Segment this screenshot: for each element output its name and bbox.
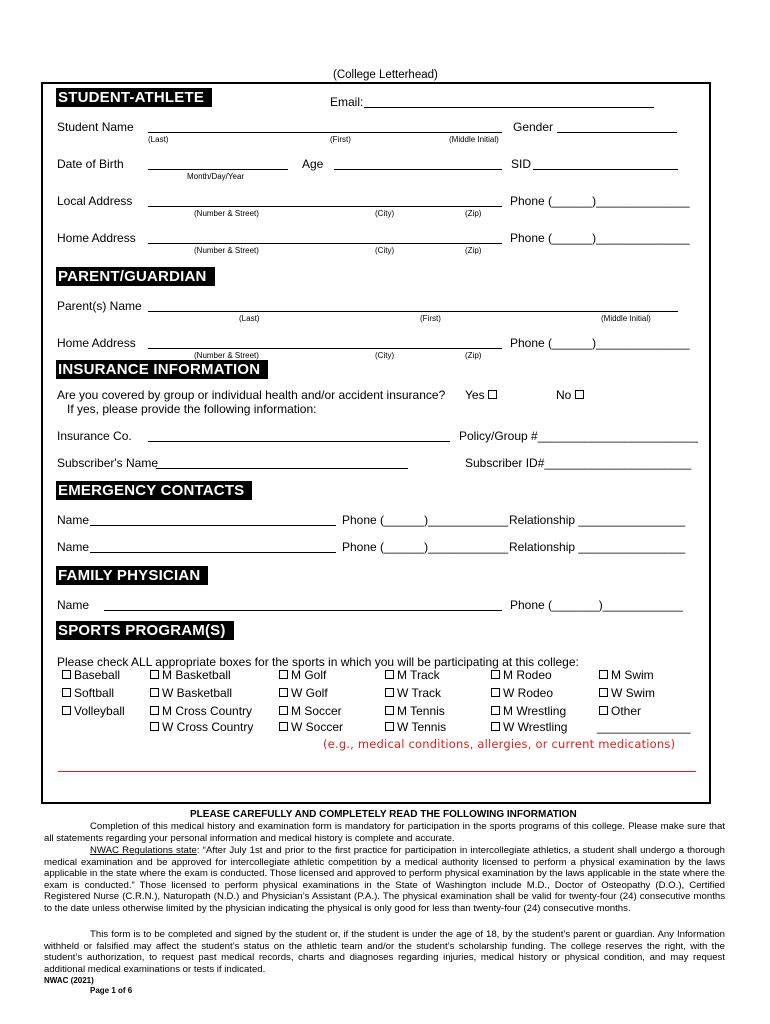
emergency-name-field-1[interactable] — [90, 525, 336, 526]
insurance-header: INSURANCE INFORMATION — [56, 360, 268, 379]
medical-examples-note: (e.g., medical conditions, allergies, or current medications) — [323, 737, 676, 751]
checkbox-icon[interactable] — [279, 706, 288, 715]
checkbox-icon[interactable] — [575, 390, 584, 399]
sid-label: SID — [511, 157, 532, 171]
checkbox-icon[interactable] — [491, 706, 500, 715]
sport-option[interactable] — [62, 704, 125, 718]
dob-field[interactable] — [148, 169, 288, 170]
sport-option[interactable] — [150, 686, 232, 700]
sport-label: Baseball — [74, 668, 121, 682]
regulations-text: : “After July 1st and prior to the first practice for participation in intercollegiate athletics, a student shall undergo a thorough medical examination and be approved for intercollegiate athletic competition by a medical authority licensed to perform a physical examination by the laws applicable in the state where the exam is conducted. Those licensed and approved to perform physical examination by the laws applicable in the state where the exam is conducted.” Those licensed to perform physical examinations in the State of Washington include M.D., Doctor of Osteopathy (D.O.), Certified Registered Nurse (C.R.N.), Naturopath (N.D.) and Physician’s Assistant (P.A.). The physical examination shall be valid for twenty-four (24) consecutive months to the date unless otherwise limited by the physician indicating the physical is only good for less than twenty-four (24) consecutive months. — [44, 845, 725, 914]
emergency-contacts-header: EMERGENCY CONTACTS — [56, 481, 252, 500]
emergency-relationship-field-2[interactable]: Relationship ________________ — [509, 540, 686, 554]
sport-label: W Swim — [611, 686, 655, 700]
checkbox-icon[interactable] — [62, 706, 71, 715]
sport-option[interactable] — [150, 704, 252, 718]
insurance-company-field[interactable] — [148, 441, 450, 442]
emergency-name-label: Name — [57, 540, 90, 554]
checkbox-icon[interactable] — [150, 706, 159, 715]
checkbox-icon[interactable] — [150, 722, 159, 731]
gender-field[interactable] — [557, 132, 677, 133]
policy-group-field[interactable]: Policy/Group #________________________ — [459, 429, 698, 443]
sport-option[interactable] — [279, 704, 342, 718]
checkbox-icon[interactable] — [385, 706, 394, 715]
checkbox-icon[interactable] — [150, 670, 159, 679]
insurance-no[interactable] — [556, 388, 587, 402]
regulations-label: NWAC Regulations state — [90, 845, 197, 856]
checkbox-icon[interactable] — [491, 722, 500, 731]
sport-label: M Track — [397, 668, 440, 682]
checkbox-icon[interactable] — [488, 390, 497, 399]
parent-home-address-field[interactable] — [148, 348, 502, 349]
sport-label: Softball — [74, 686, 115, 700]
emergency-phone-field-2[interactable]: Phone (______)____________ — [342, 540, 509, 554]
checkbox-icon[interactable] — [491, 670, 500, 679]
sport-label: W Soccer — [291, 720, 344, 734]
information-heading: PLEASE CAREFULLY AND COMPLETELY READ THE FOLLOWING INFORMATION — [190, 809, 577, 820]
sport-option[interactable] — [491, 668, 552, 682]
physician-name-field[interactable] — [104, 610, 502, 611]
sports-programs-header: SPORTS PROGRAM(S) — [56, 621, 234, 640]
sport-label: M Basketball — [162, 668, 231, 682]
local-phone-field[interactable]: Phone (______)______________ — [510, 194, 690, 208]
insurance-company-label: Insurance Co. — [57, 429, 132, 443]
local-zip-hint: (Zip) — [465, 209, 482, 218]
subscriber-name-label: Subscriber's Name — [57, 456, 158, 470]
subscriber-id-field[interactable]: Subscriber ID#______________________ — [465, 456, 692, 470]
information-paragraph-3: This form is to be completed and signed by the student or, if the student is under the age of 18, by the student’s parent or guardian. Any Information withheld or falsified may affect the student’s status on the athletic team and/or the student’s scholarship funding. The college reserves the right, with the student’s authorization, to request past medical records, charts and diagnoses regarding injuries, medical history or physical condition, and may request additional medical examinations or tests if indicated. — [44, 929, 725, 975]
local-city-hint: (City) — [375, 209, 395, 218]
information-paragraph-1: Completion of this medical history and examination form is mandatory for participation in the sports programs of this college. Please make sure that all statements regarding your personal information and medical history is complete and accurate. — [44, 821, 725, 844]
checkbox-icon[interactable] — [385, 688, 394, 697]
sport-option[interactable] — [491, 720, 567, 734]
student-athlete-header: STUDENT-ATHLETE — [56, 88, 212, 107]
gender-label: Gender — [513, 120, 554, 134]
letterhead: (College Letterhead) — [333, 69, 438, 81]
sport-label: Volleyball — [74, 704, 125, 718]
parent-home-address-label: Home Address — [57, 336, 136, 350]
checkbox-icon[interactable] — [62, 688, 71, 697]
sport-label: W Track — [397, 686, 441, 700]
home-phone-field[interactable]: Phone (______)______________ — [510, 231, 690, 245]
sport-label: W Cross Country — [162, 720, 254, 734]
emergency-name-label: Name — [57, 513, 90, 527]
checkbox-icon[interactable] — [491, 688, 500, 697]
sport-label: W Rodeo — [503, 686, 554, 700]
sport-option[interactable] — [491, 686, 553, 700]
home-street-hint: (Number & Street) — [194, 246, 259, 255]
footer-org: NWAC (2021) — [44, 976, 94, 985]
sport-option[interactable] — [279, 686, 328, 700]
parent-city-hint: (City) — [375, 351, 395, 360]
sport-label: M Soccer — [291, 704, 342, 718]
parent-guardian-header: PARENT/GUARDIAN — [56, 267, 215, 286]
sport-option[interactable] — [599, 686, 655, 700]
sport-option[interactable] — [279, 668, 326, 682]
home-city-hint: (City) — [375, 246, 395, 255]
local-street-hint: (Number & Street) — [194, 209, 259, 218]
local-address-label: Local Address — [57, 194, 133, 208]
sport-option[interactable] — [385, 668, 440, 682]
student-name-label: Student Name — [57, 120, 134, 134]
dob-hint: Month/Day/Year — [187, 172, 245, 181]
sport-label: Other — [611, 704, 642, 718]
emergency-name-field-2[interactable] — [90, 552, 336, 553]
sport-label: W Tennis — [397, 720, 447, 734]
sport-label: M Swim — [611, 668, 654, 682]
parent-name-field[interactable] — [148, 311, 678, 312]
sport-label: M Tennis — [397, 704, 445, 718]
student-name-first-hint: (First) — [330, 135, 351, 144]
physician-phone-field[interactable]: Phone (_______)____________ — [510, 598, 683, 612]
age-field[interactable] — [334, 169, 502, 170]
checkbox-icon[interactable] — [62, 670, 71, 679]
red-divider — [58, 771, 696, 772]
sport-label: M Wrestling — [503, 704, 567, 718]
checkbox-icon[interactable] — [385, 722, 394, 731]
parent-middle-hint: (Middle Initial) — [601, 314, 651, 323]
checkbox-icon[interactable] — [279, 688, 288, 697]
family-physician-header: FAMILY PHYSICIAN — [56, 566, 208, 585]
sport-option[interactable] — [385, 686, 441, 700]
sport-option[interactable] — [62, 668, 120, 682]
insurance-no-label: No — [556, 388, 572, 402]
insurance-yes-label: Yes — [465, 388, 485, 402]
checkbox-icon[interactable] — [279, 670, 288, 679]
email-label: Email: — [330, 95, 364, 109]
home-address-label: Home Address — [57, 231, 136, 245]
sport-option[interactable] — [279, 720, 343, 734]
information-paragraph-2 — [44, 845, 725, 915]
parent-name-label: Parent(s) Name — [57, 299, 142, 313]
home-address-field[interactable] — [148, 243, 502, 244]
parent-phone-field[interactable]: Phone (______)______________ — [510, 336, 690, 350]
sport-option[interactable] — [62, 686, 114, 700]
student-name-field[interactable] — [148, 132, 502, 133]
emergency-phone-field-1[interactable]: Phone (______)____________ — [342, 513, 509, 527]
sport-label: M Rodeo — [503, 668, 552, 682]
checkbox-icon[interactable] — [150, 688, 159, 697]
sport-option[interactable] — [599, 704, 641, 718]
page-number: Page 1 of 6 — [90, 986, 133, 995]
sport-option[interactable] — [150, 720, 253, 734]
student-name-middle-hint: (Middle Initial) — [449, 135, 499, 144]
student-name-last-hint: (Last) — [148, 135, 169, 144]
subscriber-name-field[interactable] — [156, 468, 408, 469]
sport-option[interactable] — [491, 704, 566, 718]
dob-label: Date of Birth — [57, 157, 124, 171]
sport-label: W Basketball — [162, 686, 233, 700]
parent-zip-hint: (Zip) — [465, 351, 482, 360]
age-label: Age — [302, 157, 324, 171]
emergency-relationship-field-1[interactable]: Relationship ________________ — [509, 513, 686, 527]
sport-label: M Cross Country — [162, 704, 253, 718]
sports-instruction: Please check ALL appropriate boxes for the sports in which you will be participating at this college: — [57, 655, 579, 669]
sport-label: M Golf — [291, 668, 327, 682]
local-address-field[interactable] — [148, 206, 502, 207]
other-sport-field[interactable]: ______________ — [597, 720, 691, 734]
parent-street-hint: (Number & Street) — [194, 351, 259, 360]
home-zip-hint: (Zip) — [465, 246, 482, 255]
parent-first-hint: (First) — [420, 314, 441, 323]
checkbox-icon[interactable] — [599, 706, 608, 715]
insurance-yes[interactable] — [465, 388, 500, 402]
insurance-question: Are you covered by group or individual health and/or accident insurance? — [57, 388, 446, 402]
checkbox-icon[interactable] — [599, 670, 608, 679]
sport-option[interactable] — [385, 720, 446, 734]
physician-name-label: Name — [57, 598, 90, 612]
parent-last-hint: (Last) — [239, 314, 260, 323]
sport-label: W Golf — [291, 686, 328, 700]
sport-option[interactable] — [599, 668, 654, 682]
sid-field[interactable] — [533, 169, 678, 170]
checkbox-icon[interactable] — [599, 688, 608, 697]
sport-label: W Wrestling — [503, 720, 568, 734]
checkbox-icon[interactable] — [279, 722, 288, 731]
email-field[interactable] — [364, 107, 654, 108]
sport-option[interactable] — [385, 704, 445, 718]
checkbox-icon[interactable] — [385, 670, 394, 679]
sport-option[interactable] — [150, 668, 231, 682]
insurance-followup: If yes, please provide the following information: — [67, 402, 317, 416]
